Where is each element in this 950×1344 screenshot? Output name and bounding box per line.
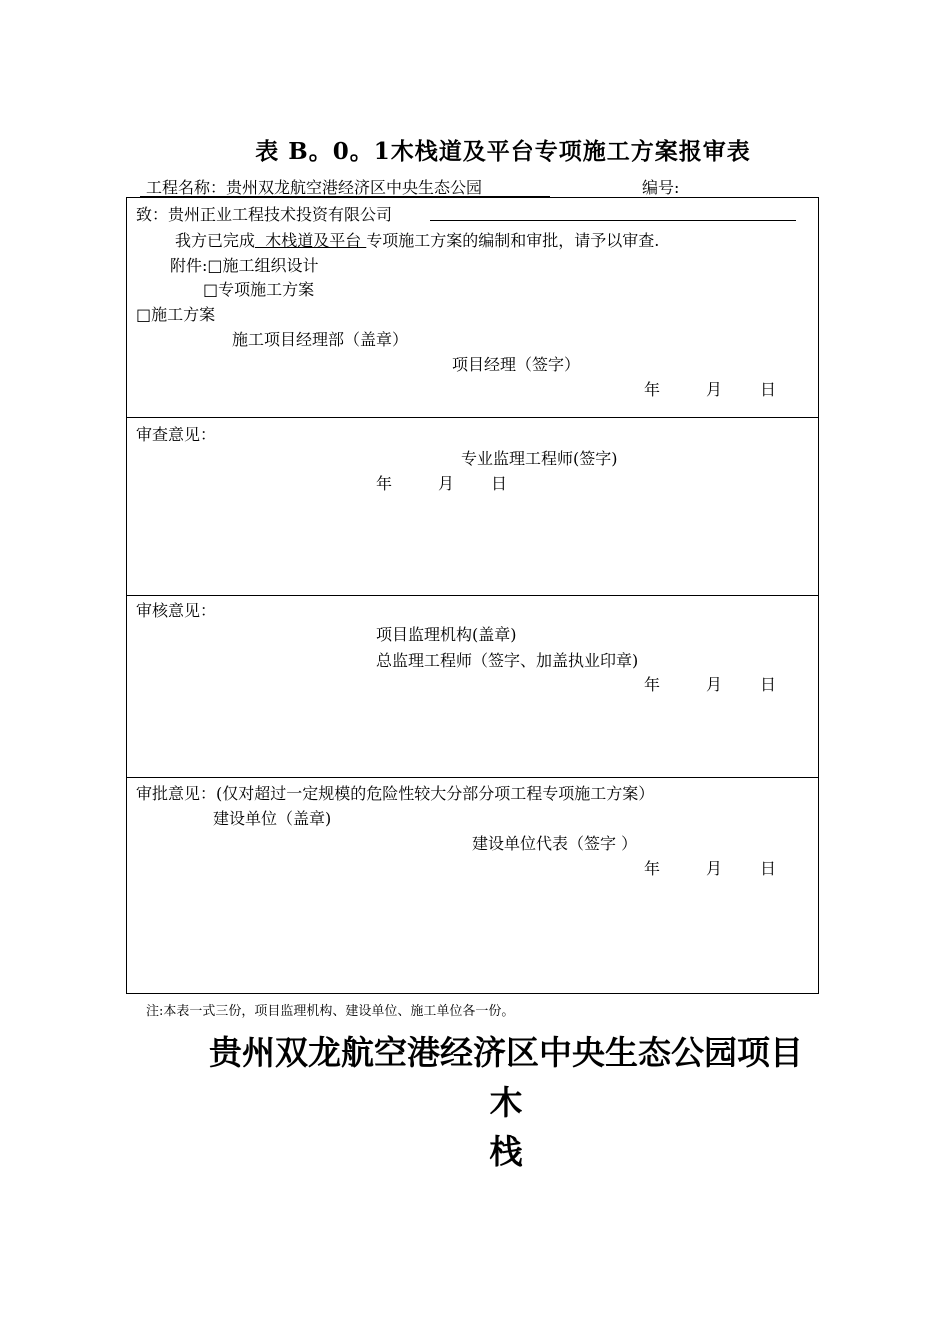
chief-engineer-signature: 总监理工程师（签字、加盖执业印章) (376, 651, 639, 670)
attachment-construction-plan: □施工方案 (136, 305, 216, 324)
date-day: 日 (760, 380, 777, 399)
supervision-org-seal: 项目监理机构(盖章) (376, 625, 517, 644)
date-year: 年 (376, 474, 393, 493)
attachment-special-plan: □专项施工方案 (203, 280, 315, 299)
date-year: 年 (644, 380, 661, 399)
date-month: 月 (706, 380, 723, 399)
footnote: 注:本表一式三份，项目监理机构、建设单位、施工单位各一份。 (146, 1004, 515, 1019)
statement (175, 228, 659, 251)
date-day: 日 (760, 859, 777, 878)
form-title: 表 B。0。1木栈道及平台专项施工方案报审表 (255, 138, 751, 165)
statement-item: 木栈道及平台 (255, 231, 367, 250)
heading-line-3: 栈 (489, 1132, 523, 1171)
client-representative-signature: 建设单位代表（签字 ） (472, 834, 638, 853)
divider-2 (126, 595, 819, 596)
contractor-dept-seal: 施工项目经理部（盖章） (232, 330, 409, 349)
date-month: 月 (706, 859, 723, 878)
date-month: 月 (438, 474, 455, 493)
divider-3 (126, 777, 819, 778)
audit-opinion-label: 审核意见： (136, 601, 217, 620)
supervision-engineer-signature: 专业监理工程师(签字) (461, 449, 618, 468)
client-unit-seal: 建设单位（盖章) (213, 809, 332, 828)
review-opinion-label: 审查意见： (136, 425, 217, 444)
project-manager-signature: 项目经理（签字） (452, 355, 581, 374)
statement-pre: 我方已完成 (175, 231, 256, 250)
divider-1 (126, 417, 819, 418)
heading-line-2: 木 (489, 1083, 523, 1122)
heading-line-1: 贵州双龙航空港经济区中央生态公园项目 (209, 1033, 803, 1072)
date-day: 日 (491, 474, 508, 493)
date-month: 月 (706, 675, 723, 694)
approval-opinion-label: 审批意见：(仅对超过一定规模的危险性较大分部分项工程专项施工方案） (136, 784, 655, 803)
recipient: 致：贵州正业工程技术投资有限公司 (136, 205, 393, 224)
attachment-construction-design: 附件:□施工组织设计 (170, 256, 319, 275)
statement-post: 专项施工方案的编制和审批，请予以审查. (366, 231, 660, 250)
date-year: 年 (644, 859, 661, 878)
serial-number-label: 编号: (642, 178, 680, 197)
project-name: 工程名称：贵州双龙航空港经济区中央生态公园 (146, 178, 483, 197)
date-year: 年 (644, 675, 661, 694)
date-day: 日 (760, 675, 777, 694)
recipient-underline (430, 220, 796, 221)
